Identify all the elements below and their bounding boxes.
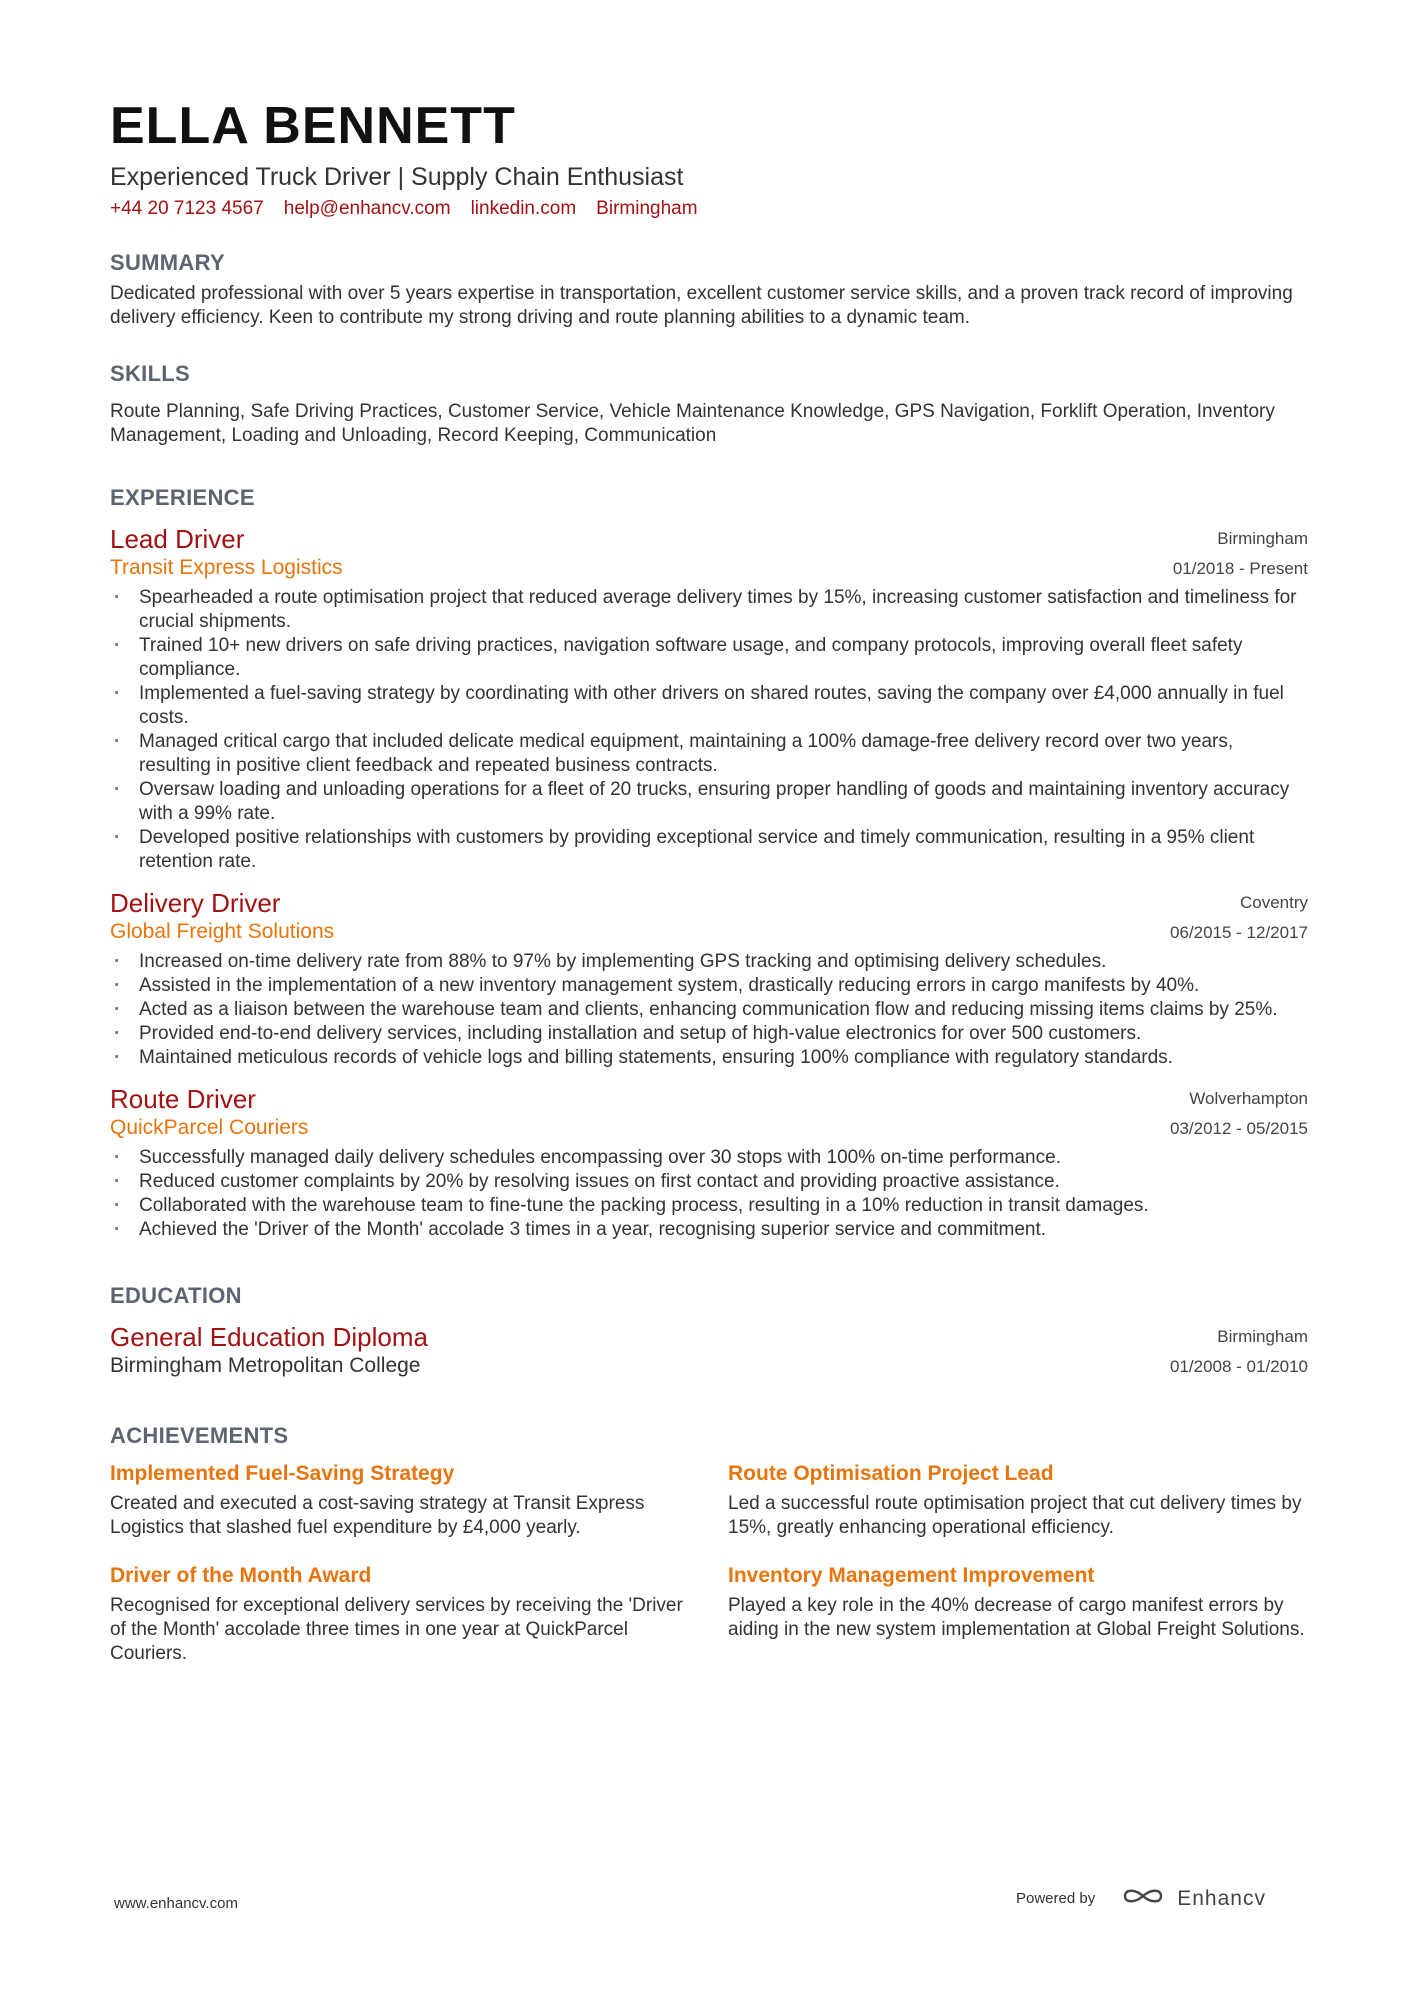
contact-phone[interactable]: +44 20 7123 4567 [110, 198, 264, 219]
education-dates: 01/2008 - 01/2010 [1169, 1357, 1308, 1376]
achievements-title: ACHIEVEMENTS [110, 1423, 289, 1448]
achievements-grid [110, 1460, 1308, 1666]
job-company: Global Freight Solutions [110, 920, 335, 943]
achievement-title: Implemented Fuel-Saving Strategy [110, 1462, 455, 1485]
job-location: Coventry [1239, 893, 1308, 912]
experience-entry [110, 888, 1308, 1070]
job-location: Wolverhampton [1189, 1089, 1308, 1108]
bullet-item: · Successfully managed daily delivery schedules encompassing over 30 stops with 100% on-time performance. [110, 1146, 1308, 1170]
job-bullets [110, 586, 1308, 874]
education-entry [110, 1322, 1308, 1382]
contact-linkedin[interactable]: linkedin.com [470, 198, 577, 219]
bullet-item: · Spearheaded a route optimisation project that reduced average delivery times by 15%, increasing customer satisfaction and timeliness for crucial shipments. [110, 586, 1308, 634]
job-company: QuickParcel Couriers [110, 1116, 309, 1139]
achievements-section [110, 1422, 1308, 1666]
contact-location: Birmingham [596, 198, 698, 219]
education-title: EDUCATION [110, 1283, 242, 1308]
job-role: Delivery Driver [110, 888, 281, 918]
bullet-item: · Achieved the 'Driver of the Month' accolade 3 times in a year, recognising superior service and commitment. [110, 1218, 1308, 1242]
bullet-item: · Managed critical cargo that included delicate medical equipment, maintaining a 100% damage-free delivery record over two years, resulting in positive client feedback and repeated business contracts. [110, 730, 1308, 778]
achievement-item [728, 1460, 1308, 1540]
skills-text: Route Planning, Safe Driving Practices, Customer Service, Vehicle Maintenance Knowledge, GPS Navigation, Forklift Operation, Inventory Management, Loading and Unloading, Record Keeping, Communication [110, 401, 1275, 446]
achievement-desc: Led a successful route optimisation project that cut delivery times by 15%, greatly enhancing operational efficiency. [728, 1493, 1302, 1538]
headline: Experienced Truck Driver | Supply Chain Enthusiast [110, 163, 684, 191]
summary-section [110, 249, 1308, 330]
experience-title: EXPERIENCE [110, 485, 255, 510]
bullet-item: · Trained 10+ new drivers on safe driving practices, navigation software usage, and company protocols, improving overall fleet safety compliance. [110, 634, 1308, 682]
powered-by-label: Powered by [1016, 1890, 1096, 1907]
bullet-item: · Reduced customer complaints by 20% by resolving issues on first contact and providing proactive assistance. [110, 1170, 1308, 1194]
achievement-item [728, 1562, 1308, 1666]
achievement-item [110, 1562, 690, 1666]
education-section [110, 1282, 1308, 1382]
job-bullets [110, 950, 1308, 1070]
bullet-item: · Collaborated with the warehouse team to fine-tune the packing process, resulting in a 10% reduction in transit damages. [110, 1194, 1308, 1218]
job-role: Lead Driver [110, 524, 245, 554]
experience-entry [110, 524, 1308, 874]
footer-website[interactable]: www.enhancv.com [114, 1895, 238, 1912]
experience-entry [110, 1084, 1308, 1242]
achievement-desc: Recognised for exceptional delivery services by receiving the 'Driver of the Month' accolade three times in one year at QuickParcel Couriers. [110, 1595, 683, 1664]
bullet-item: · Oversaw loading and unloading operations for a fleet of 20 trucks, ensuring proper handling of goods and maintaining inventory accuracy with a 99% rate. [110, 778, 1308, 826]
job-bullets [110, 1146, 1308, 1242]
job-location: Birmingham [1217, 529, 1308, 548]
skills-section [110, 360, 1308, 448]
summary-title: SUMMARY [110, 250, 225, 275]
job-dates: 06/2015 - 12/2017 [1169, 923, 1308, 942]
summary-text: Dedicated professional with over 5 years expertise in transportation, excellent customer service skills, and a proven track record of improving delivery efficiency. Keen to contribute my strong driving and route planning abilities to a dynamic team. [110, 283, 1293, 328]
experience-section [110, 484, 1308, 1242]
school: Birmingham Metropolitan College [110, 1354, 421, 1377]
contact-email[interactable]: help@enhancv.com [283, 198, 451, 219]
bullet-item: · Developed positive relationships with customers by providing exceptional service and timely communication, resulting in a 95% client retention rate. [110, 826, 1308, 874]
bullet-item: · Maintained meticulous records of vehicle logs and billing statements, ensuring 100% compliance with regulatory standards. [110, 1046, 1308, 1070]
bullet-item: · Provided end-to-end delivery services, including installation and setup of high-value electronics for over 500 customers. [110, 1022, 1308, 1046]
job-dates: 03/2012 - 05/2015 [1169, 1119, 1308, 1138]
bullet-item: · Increased on-time delivery rate from 88% to 97% by implementing GPS tracking and optimising delivery schedules. [110, 950, 1308, 974]
job-company: Transit Express Logistics [110, 556, 343, 579]
achievement-title: Driver of the Month Award [110, 1564, 372, 1587]
education-location: Birmingham [1217, 1327, 1308, 1346]
achievement-desc: Created and executed a cost-saving strategy at Transit Express Logistics that slashed fuel expenditure by £4,000 yearly. [110, 1493, 645, 1538]
candidate-name: ELLA BENNETT [110, 97, 516, 155]
bullet-item: · Acted as a liaison between the warehouse team and clients, enhancing communication flow and reducing missing items claims by 25%. [110, 998, 1308, 1022]
footer-branding [1016, 1885, 1266, 1912]
degree: General Education Diploma [110, 1322, 428, 1352]
bullet-item: · Implemented a fuel-saving strategy by coordinating with other drivers on shared routes, saving the company over £4,000 annually in fuel costs. [110, 682, 1308, 730]
enhancv-brand: Enhancv [1177, 1886, 1266, 1910]
skills-title: SKILLS [110, 361, 191, 386]
achievement-item [110, 1460, 690, 1540]
contact-row [110, 196, 1308, 222]
bullet-item: · Assisted in the implementation of a new inventory management system, drastically reducing errors in cargo manifests by 40%. [110, 974, 1308, 998]
achievement-title: Inventory Management Improvement [728, 1564, 1095, 1587]
achievement-desc: Played a key role in the 40% decrease of cargo manifest errors by aiding in the new system implementation at Global Freight Solutions. [728, 1595, 1305, 1640]
achievement-title: Route Optimisation Project Lead [728, 1462, 1054, 1485]
enhancv-logo-icon [1121, 1885, 1165, 1912]
job-role: Route Driver [110, 1084, 256, 1114]
resume-page [110, 96, 1308, 1666]
job-dates: 01/2018 - Present [1172, 559, 1308, 578]
